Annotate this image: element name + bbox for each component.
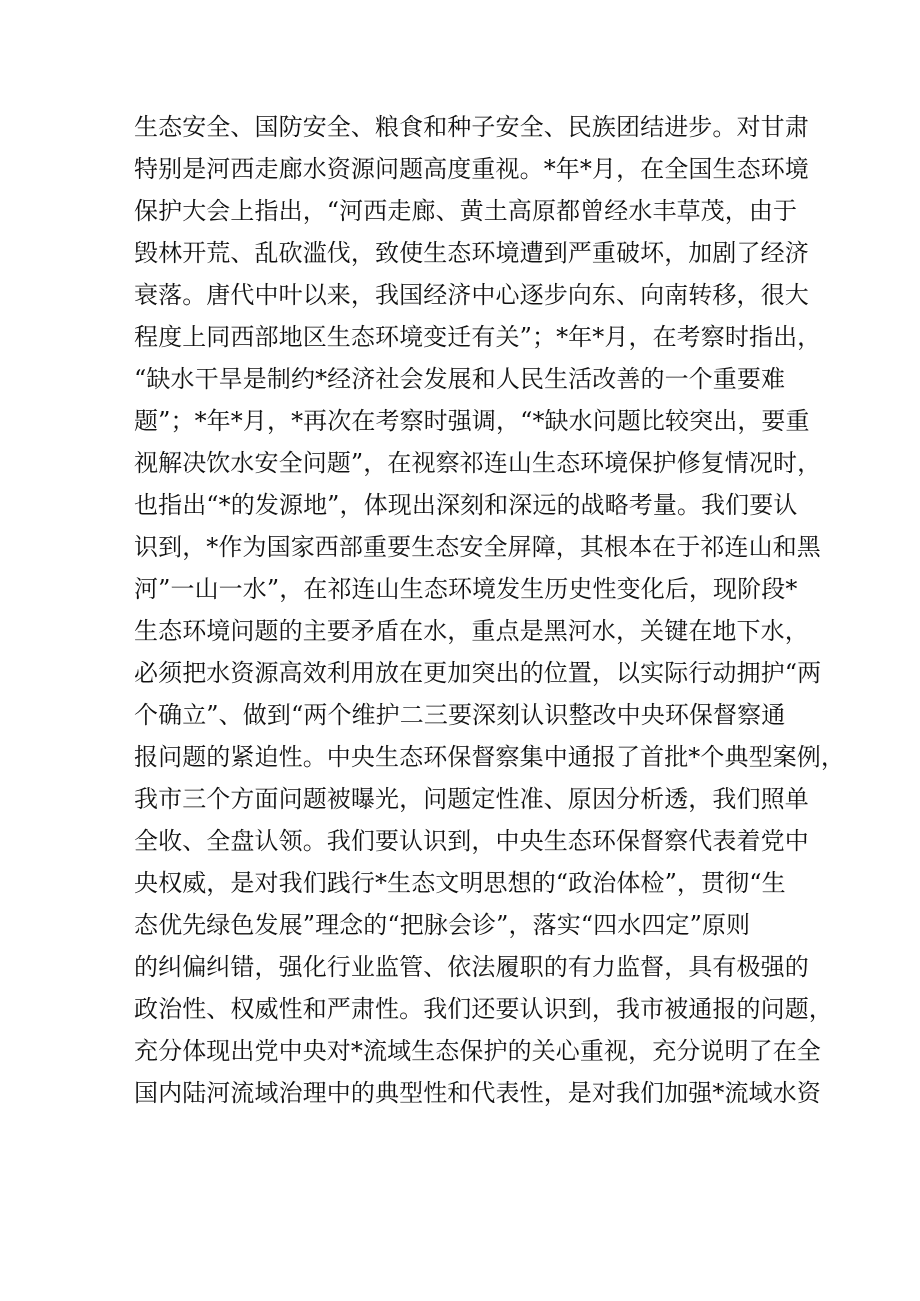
body-text (134, 106, 845, 1114)
text-line-9: 视解决饮水安全问题”，在视察祁连山生态环境保护修复情况时， (134, 449, 822, 477)
text-line-23: 充分体现出党中央对*流域生态保护的关心重视，充分说明了在全 (134, 1037, 821, 1065)
text-line-22: 政治性、权威性和严肃性。我们还要认识到，我市被通报的问题， (134, 995, 833, 1023)
text-line-18: 全收、全盘认领。我们要认识到，中央生态环保督察代表着党中 (134, 827, 809, 855)
text-line-17: 我市三个方面问题被曝光，问题定性准、原因分析透，我们照单 (134, 785, 809, 813)
text-line-21: 的纠偏纠错，强化行业监管、依法履职的有力监督，具有极强的 (134, 953, 809, 981)
text-line-3: 保护大会上指出，“河西走廊、黄土高原都曾经水丰草茂，由于 (134, 197, 798, 225)
text-line-12: 河”一山一水”，在祁连山生态环境发生历史性变化后，现阶段* (134, 575, 798, 603)
text-line-15: 个确立”、做到“两个维护二三要深刻认识整改中央环保督察通 (134, 701, 786, 729)
text-line-14: 必须把水资源高效利用放在更加突出的位置，以实际行动拥护“两 (134, 659, 822, 687)
text-line-19: 央权威，是对我们践行*生态文明思想的“政治体检”，贯彻“生 (134, 869, 786, 897)
text-line-10: 也指出“*的发源地”，体现出深刻和深远的战略考量。我们要认 (134, 491, 798, 519)
text-line-16: 报问题的紧迫性。中央生态环保督察集中通报了首批*个典型案例， (134, 743, 845, 771)
text-line-6: 程度上同西部地区生态环境变迁有关”；*年*月，在考察时指出， (134, 323, 822, 351)
text-line-5: 衰落。唐代中叶以来，我国经济中心逐步向东、向南转移，很大 (134, 281, 809, 309)
text-line-8: 题”；*年*月，*再次在考察时强调，“*缺水问题比较突出，要重 (134, 407, 810, 435)
text-line-24: 国内陆河流域治理中的典型性和代表性，是对我们加强*流域水资 (134, 1079, 821, 1107)
text-line-1: 生态安全、国防安全、粮食和种子安全、民族团结进步。对甘肃 (134, 113, 809, 141)
text-line-11: 识到，*作为国家西部重要生态安全屏障，其根本在于祁连山和黑 (134, 533, 821, 561)
text-line-20: 态优先绿色发展”理念的“把脉会诊”，落实“四水四定”原则 (134, 911, 751, 939)
text-line-13: 生态环境问题的主要矛盾在水，重点是黑河水，关键在地下水， (134, 617, 809, 645)
text-line-2: 特别是河西走廊水资源问题高度重视。*年*月，在全国生态环境 (134, 155, 809, 183)
text-line-7: “缺水干旱是制约*经济社会发展和人民生活改善的一个重要难 (134, 365, 786, 393)
text-line-4: 毁林开荒、乱砍滥伐，致使生态环境遭到严重破坏，加剧了经济 (134, 239, 809, 267)
